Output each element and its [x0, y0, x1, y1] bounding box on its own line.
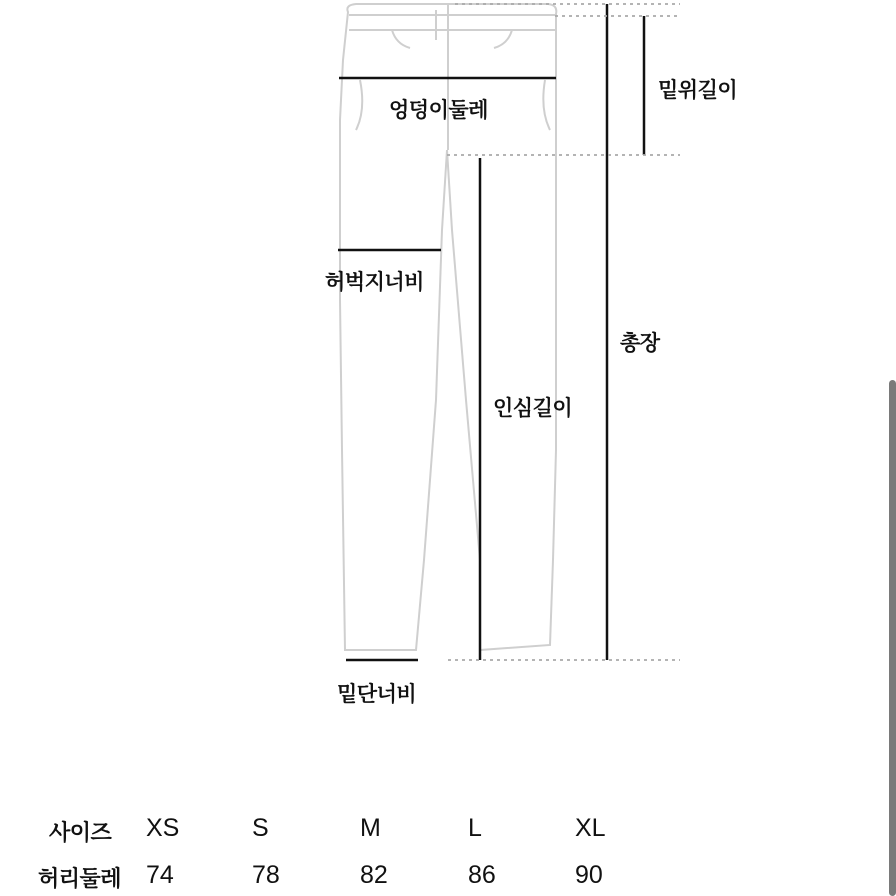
inseam-label: 인심길이	[493, 396, 573, 420]
vertical-scrollbar[interactable]	[889, 380, 896, 896]
waist-row-label: 허리둘레	[38, 867, 122, 892]
size-xl: XL	[575, 814, 606, 842]
size-xs: XS	[146, 814, 180, 842]
size-m: M	[360, 814, 381, 842]
thigh-label: 허벅지너비	[325, 270, 424, 294]
size-table	[0, 805, 896, 896]
size-l: L	[468, 814, 482, 842]
measurement-lines	[338, 4, 644, 660]
rise-label: 밑위길이	[658, 78, 738, 102]
total-length-label: 총장	[620, 331, 660, 355]
size-header-label: 사이즈	[49, 821, 112, 846]
hem-label: 밑단너비	[337, 682, 417, 706]
waist-l: 86	[468, 861, 496, 889]
waist-m: 82	[360, 861, 388, 889]
waist-xs: 74	[146, 861, 174, 889]
hip-label: 엉덩이둘레	[389, 98, 488, 122]
size-s: S	[252, 814, 269, 842]
waist-s: 78	[252, 861, 280, 889]
waist-xl: 90	[575, 861, 603, 889]
